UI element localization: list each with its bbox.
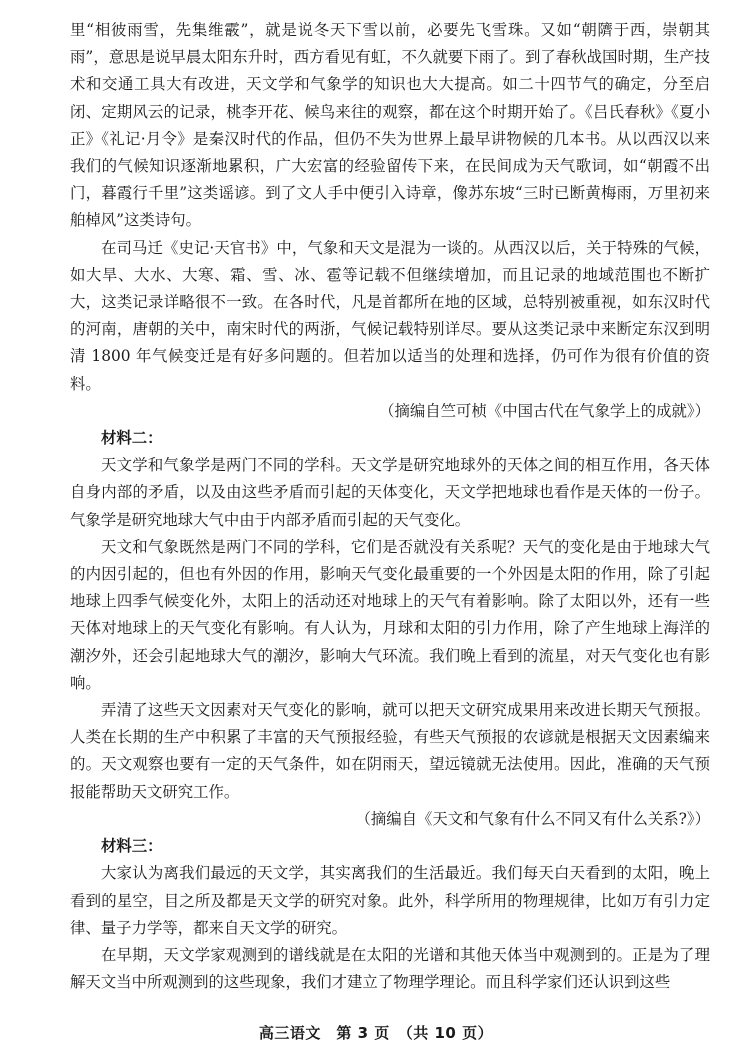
material1-citation: （摘编自竺可桢《中国古代在气象学上的成就》） — [379, 401, 710, 420]
page-footer: 高三语文 第 3 页 （共 10 页） — [258, 1024, 494, 1042]
material1-paragraph-2: 在司马迁《史记·天官书》中，气象和天文是混为一谈的。从西汉以后，关于特殊的气候，如大旱、大水、大寒、霜、雪、冰、雹等记载不但继续增加，而且记录的地域范围也不断扩大，这类记录详略很不一致。在各时代，凡是首都所在地的区域，总特别被重视，如东汉时代的河南，唐朝的关中，南宋时代的两浙，气候记载特别详尽。要从这类记录中来断定东汉到明清 1800 年气候变迁是有好多问题的。但若加以适当的处理和选择，仍可作为很有价值的资料。 — [70, 238, 710, 393]
material2-paragraph-3: 弄清了这些天文因素对天气变化的影响，就可以把天文研究成果用来改进长期天气预报。人类在长期的生产中积累了丰富的天气预报经验，有些天气预报的农谚就是根据天文因素编来的。天文观察也要有一定的天气条件，如在阴雨天，望远镜就无法使用。因此，准确的天气预报能帮助天文研究工作。 — [70, 701, 710, 801]
material2-paragraph-1: 天文学和气象学是两门不同的学科。天文学是研究地球外的天体之间的相互作用，各天体自身内部的矛盾，以及由这些矛盾而引起的天体变化，天文学把地球也看作是天体的一份子。气象学是研究地球大气中由于内部矛盾而引起的天气变化。 — [70, 456, 710, 529]
material2-citation: （摘编自《天文和气象有什么不同又有什么关系?》） — [355, 809, 710, 828]
material2-paragraph-2: 天文和气象既然是两门不同的学科，它们是否就没有关系呢？天气的变化是由于地球大气的内因引起的，但也有外因的作用，影响天气变化最重要的一个外因是太阳的作用，除了引起地球上四季气候变化外，太阳上的活动还对地球上的天气有着影响。除了太阳以外，还有一些天体对地球上的天气变化有影响。有人认为，月球和太阳的引力作用，除了产生地球上海洋的潮汐外，还会引起地球大气的潮汐，影响大气环流。我们晚上看到的流星，对天气变化也有影响。 — [70, 537, 710, 692]
material3-paragraph-2: 在早期，天文学家观测到的谱线就是在太阳的光谱和其他天体当中观测到的。正是为了理解天文当中所观测到的这些现象，我们才建立了物理学理论。而且科学家们还认识到这些 — [70, 945, 710, 992]
material3-paragraph-1: 大家认为离我们最远的天文学，其实离我们的生活最近。我们每天白天看到的太阳，晚上看到的星空，目之所及都是天文学的研究对象。此外，科学所用的物理规律，比如万有引力定律、量子力学等，都来自天文学的研究。 — [70, 864, 710, 937]
document-page — [70, 17, 710, 996]
material3-heading: 材料三： — [101, 837, 163, 856]
material1-continuation-paragraph: 里“相彼雨雪，先集维霰”，就是说冬天下雪以前，必要先飞雪珠。又如“朝隮于西，崇朝其雨”，意思是说早晨太阳东升时，西方看见有虹，不久就要下雨了。到了春秋战国时期，生产技术和交通工具大有改进，天文学和气象学的知识也大大提高。如二十四节气的确定，分至启闭、定期风云的记录，桃李开花、候鸟来往的观察，都在这个时期开始了。《吕氏春秋》《夏小正》《礼记·月令》是秦汉时代的作品，但仍不失为世界上最早讲物候的几本书。从以西汉以来我们的气候知识逐渐地累积，广大宏富的经验留传下来，在民间成为天气歌词，如“朝霞不出门，暮霞行千里”这类谣谚。到了文人手中便引入诗章，像苏东坡“三时已断黄梅雨，万里初来舶棹风”这类诗句。 — [70, 21, 710, 230]
material2-heading: 材料二： — [101, 429, 163, 448]
